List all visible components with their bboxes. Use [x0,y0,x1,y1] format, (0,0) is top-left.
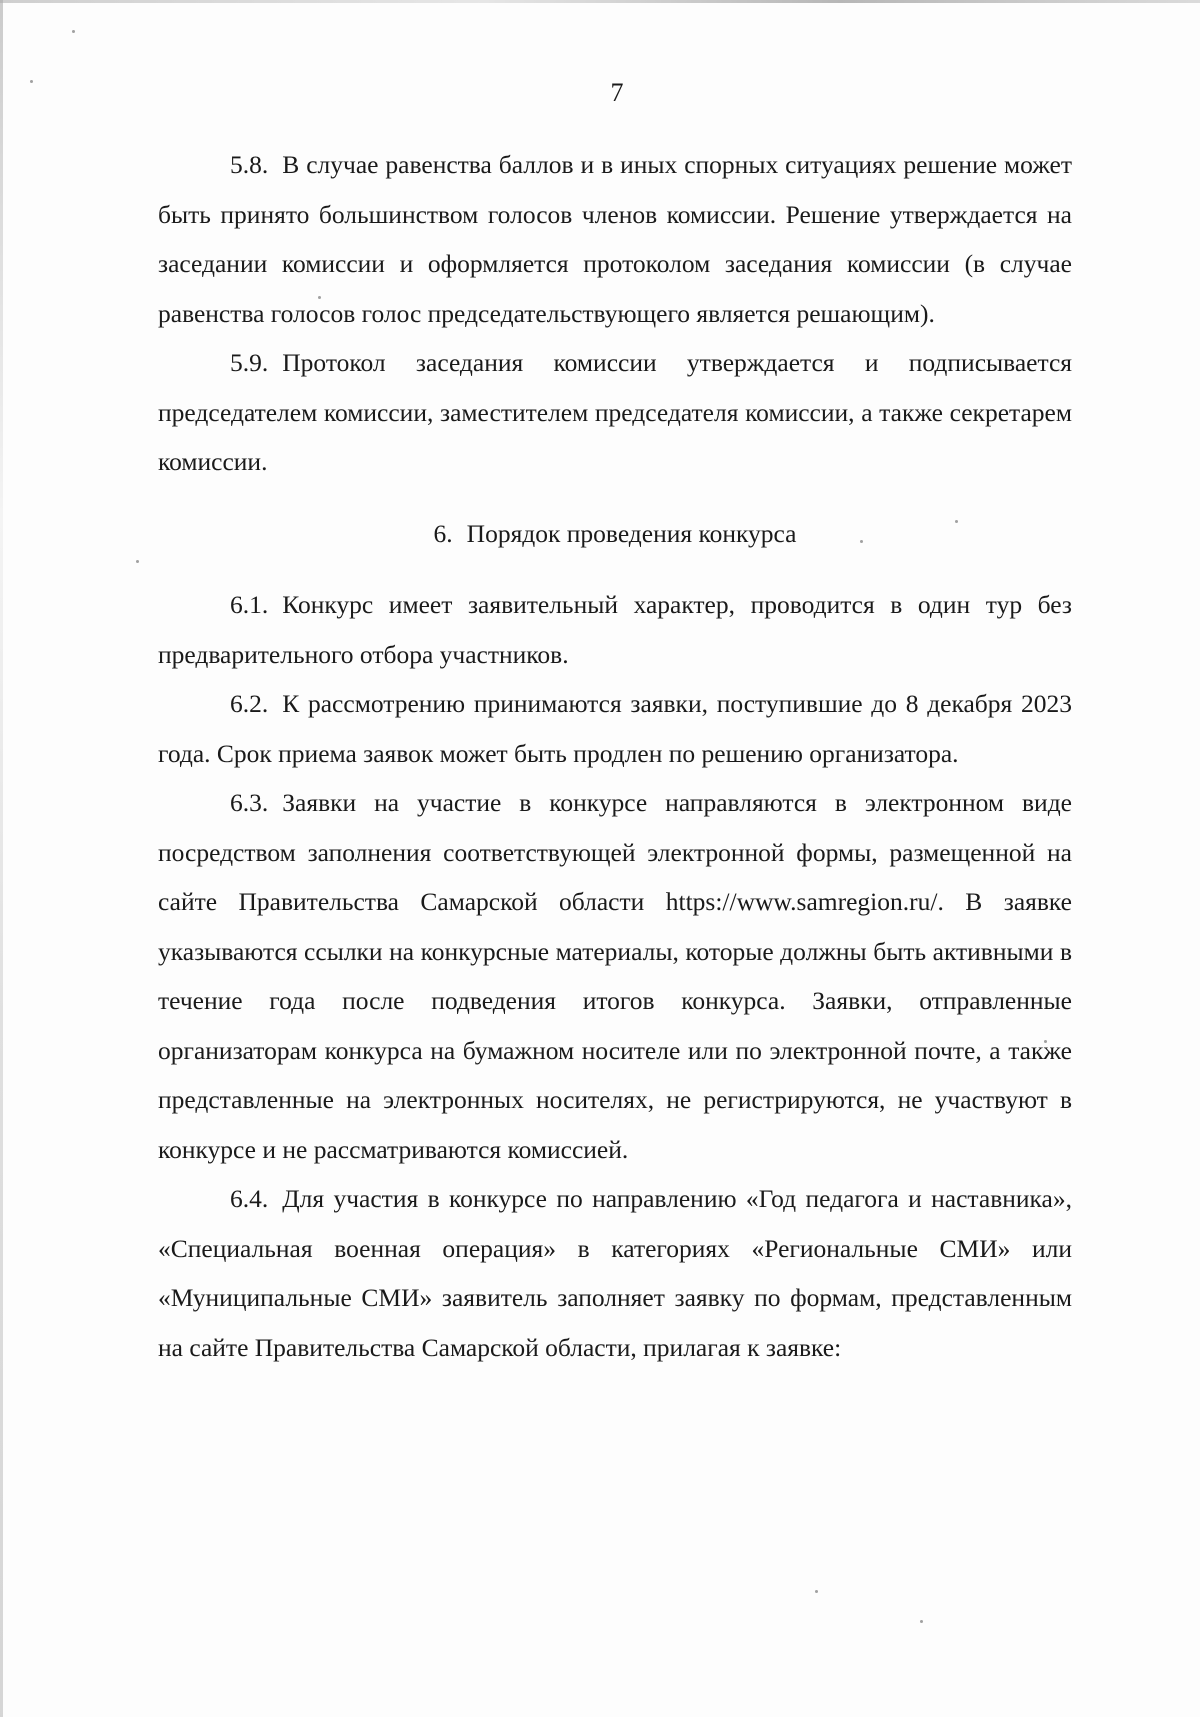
clause-6-3 [158,778,1072,1174]
clause-5-9 [158,338,1072,487]
clause-text: Конкурс имеет заявительный характер, проводится в один тур без предварительного отбора участников. [158,590,1072,669]
scan-top-edge [0,0,1200,3]
clause-text: Для участия в конкурсе по направлению «Год педагога и наставника», «Специальная военная операция» в категориях «Региональные СМИ» или «Муниципальные СМИ» заявитель заполняет заявку по формам, представленным на сайте Правительства Самарской области, прилагая к заявке: [158,1184,1072,1362]
page-number: 7 [610,78,624,107]
section-heading [158,487,1072,581]
scan-speck [920,1620,923,1623]
clause-text: Протокол заседания комиссии утверждается и подписывается председателем комиссии, заместителем председателя комиссии, а также секретарем комиссии. [158,348,1072,476]
clause-number: 6.2. [230,689,269,718]
clause-text: Заявки на участие в конкурсе направляются в электронном виде посредством заполнения соответствующей электронной формы, размещенной на сайте Правительства Самарской области https://www.samregion.ru/. В заявке указываются ссылки на конкурсные материалы, которые должны быть активными в течение года после подведения итогов конкурса. Заявки, отправленные организаторам конкурса на бумажном носителе или по электронной почте, а также представленные на электронных носителях, не регистрируются, не участвуют в конкурсе и не рассматриваются комиссией. [158,788,1072,1164]
clause-6-1 [158,580,1072,679]
clause-text: В случае равенства баллов и в иных спорных ситуациях решение может быть принято большинством голосов членов комиссии. Решение утверждается на заседании комиссии и оформляется протоколом заседания комиссии (в случае равенства голосов голос председательствующего является решающим). [158,150,1072,328]
scan-speck [72,30,75,33]
document-body [158,140,1072,1372]
clause-6-4 [158,1174,1072,1372]
section-number: 6. [433,518,453,548]
section-title: Порядок проведения конкурса [466,518,797,548]
scan-left-edge [0,0,3,1717]
clause-number: 6.1. [230,590,269,619]
scan-speck [136,560,139,563]
clause-5-8 [158,140,1072,338]
scan-speck [815,1590,818,1593]
clause-number: 5.8. [230,150,269,179]
clause-number: 5.9. [230,348,269,377]
clause-number: 6.4. [230,1184,269,1213]
clause-6-2 [158,679,1072,778]
clause-text: К рассмотрению принимаются заявки, поступившие до 8 декабря 2023 года. Срок приема заявок может быть продлен по решению организатора. [158,689,1072,768]
clause-number: 6.3. [230,788,269,817]
